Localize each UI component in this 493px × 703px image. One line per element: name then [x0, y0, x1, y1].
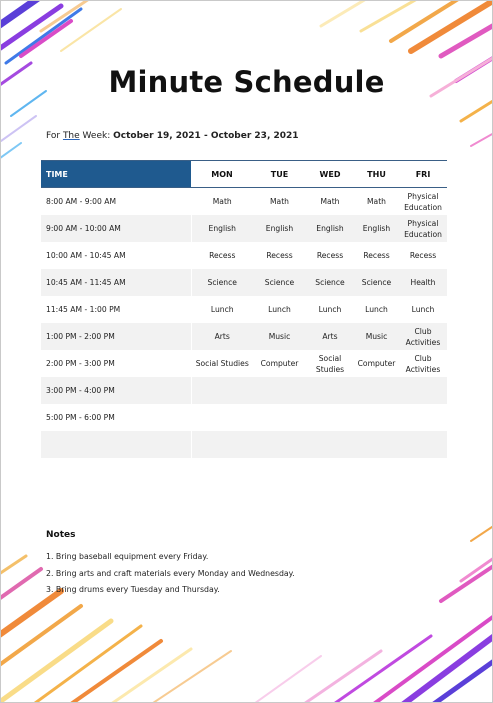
wed-cell — [306, 458, 354, 485]
wed-cell — [306, 377, 354, 404]
mon-cell — [191, 404, 253, 431]
time-cell: 11:45 AM - 1:00 PM — [41, 296, 191, 323]
note-item: 3. Bring drums every Tuesday and Thursday. — [46, 585, 220, 594]
table-row — [41, 431, 447, 458]
mon-cell: Social Studies — [191, 350, 253, 377]
thu-cell — [354, 458, 399, 485]
week-after: Week: — [79, 131, 114, 141]
thu-cell — [354, 404, 399, 431]
tue-cell — [253, 377, 306, 404]
week-range: October 19, 2021 - October 23, 2021 — [113, 131, 299, 141]
week-the: The — [62, 131, 80, 141]
wed-cell: English — [306, 215, 354, 242]
mon-cell: Arts — [191, 323, 253, 350]
fri-cell: Physical Education — [399, 188, 447, 216]
time-cell: 9:00 AM - 10:00 AM — [41, 215, 191, 242]
time-cell: 2:00 PM - 3:00 PM — [41, 350, 191, 377]
thu-cell — [354, 377, 399, 404]
table-row — [41, 296, 447, 323]
thu-cell: Recess — [354, 242, 399, 269]
fri-cell — [399, 377, 447, 404]
wed-cell — [306, 431, 354, 458]
header-time: TIME — [41, 161, 191, 188]
note-item: 1. Bring baseball equipment every Friday. — [46, 552, 209, 561]
table-row — [41, 323, 447, 350]
table-row — [41, 350, 447, 377]
header-thu: THU — [354, 161, 399, 188]
mon-cell: Science — [191, 269, 253, 296]
time-cell — [41, 458, 191, 485]
header-mon: MON — [191, 161, 253, 188]
thu-cell: Science — [354, 269, 399, 296]
table-row — [41, 377, 447, 404]
tue-cell — [253, 458, 306, 485]
table-row — [41, 404, 447, 431]
fri-cell: Club Activities — [399, 350, 447, 377]
fri-cell — [399, 458, 447, 485]
mon-cell: Lunch — [191, 296, 253, 323]
thu-cell: English — [354, 215, 399, 242]
header-tue: TUE — [253, 161, 306, 188]
wed-cell: Math — [306, 188, 354, 216]
mon-cell: Math — [191, 188, 253, 216]
tue-cell: Lunch — [253, 296, 306, 323]
fri-cell — [399, 404, 447, 431]
wed-cell — [306, 404, 354, 431]
thu-cell: Music — [354, 323, 399, 350]
wed-cell: Lunch — [306, 296, 354, 323]
fri-cell — [399, 431, 447, 458]
table-row — [41, 242, 447, 269]
fri-cell: Lunch — [399, 296, 447, 323]
tue-cell — [253, 404, 306, 431]
fri-cell: Recess — [399, 242, 447, 269]
mon-cell: Recess — [191, 242, 253, 269]
table-row — [41, 458, 447, 485]
table-header-row — [41, 161, 447, 188]
header-wed: WED — [306, 161, 354, 188]
time-cell: 1:00 PM - 2:00 PM — [41, 323, 191, 350]
tue-cell: Computer — [253, 350, 306, 377]
mon-cell — [191, 431, 253, 458]
time-cell: 3:00 PM - 4:00 PM — [41, 377, 191, 404]
note-item: 2. Bring arts and craft materials every Monday and Wednesday. — [46, 568, 295, 578]
tue-cell: Science — [253, 269, 306, 296]
week-line — [46, 131, 299, 141]
notes-title: Notes — [46, 530, 76, 540]
tue-cell: Recess — [253, 242, 306, 269]
week-prefix: For — [46, 131, 63, 141]
fri-cell: Club Activities — [399, 323, 447, 350]
table-row — [41, 188, 447, 216]
table-row — [41, 269, 447, 296]
wed-cell: Social Studies — [306, 350, 354, 377]
schedule-table — [41, 160, 447, 485]
thu-cell: Lunch — [354, 296, 399, 323]
table-row — [41, 215, 447, 242]
time-cell: 8:00 AM - 9:00 AM — [41, 188, 191, 216]
mon-cell — [191, 377, 253, 404]
thu-cell — [354, 431, 399, 458]
fri-cell: Physical Education — [399, 215, 447, 242]
document-title: Minute Schedule — [108, 65, 385, 99]
notes-list — [46, 552, 295, 602]
time-cell: 10:00 AM - 10:45 AM — [41, 242, 191, 269]
header-fri: FRI — [399, 161, 447, 188]
tue-cell — [253, 431, 306, 458]
mon-cell — [191, 458, 253, 485]
tue-cell: Music — [253, 323, 306, 350]
time-cell: 10:45 AM - 11:45 AM — [41, 269, 191, 296]
tue-cell: English — [253, 215, 306, 242]
mon-cell: English — [191, 215, 253, 242]
tue-cell: Math — [253, 188, 306, 216]
time-cell: 5:00 PM - 6:00 PM — [41, 404, 191, 431]
wed-cell: Science — [306, 269, 354, 296]
thu-cell: Computer — [354, 350, 399, 377]
wed-cell: Arts — [306, 323, 354, 350]
fri-cell: Health — [399, 269, 447, 296]
wed-cell: Recess — [306, 242, 354, 269]
time-cell — [41, 431, 191, 458]
thu-cell: Math — [354, 188, 399, 216]
